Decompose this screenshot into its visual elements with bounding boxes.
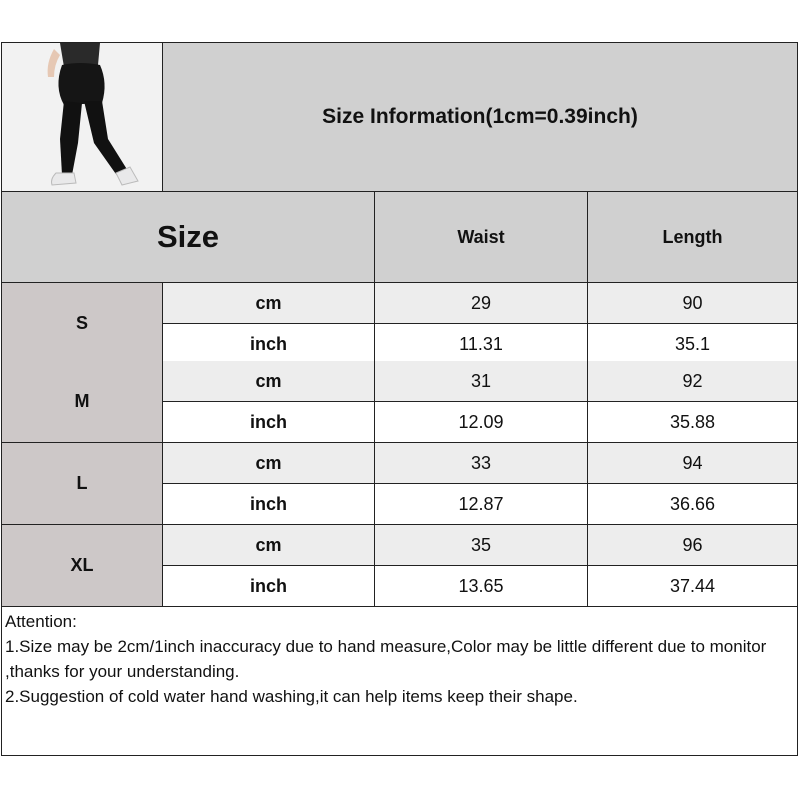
waist-cell: 31 — [375, 361, 588, 401]
table-row — [163, 566, 797, 607]
notes-line-1: 1.Size may be 2cm/1inch inaccuracy due to hand measure,Color may be little different due to monitor ,thanks for your understanding. — [5, 637, 767, 681]
waist-column-header: Waist — [375, 192, 588, 283]
size-label: L — [2, 443, 163, 525]
leggings-model-photo — [2, 43, 162, 191]
length-cell: 94 — [682, 452, 703, 473]
table-row — [163, 324, 797, 365]
waist-cell: 33 — [375, 443, 588, 483]
waist-cell: 12.87 — [375, 484, 588, 524]
waist-cell: 12.09 — [375, 402, 588, 442]
unit-cell: inch — [163, 566, 375, 606]
unit-cell: inch — [163, 324, 375, 364]
size-label: XL — [2, 525, 163, 607]
table-row — [163, 443, 797, 484]
length-cell: 92 — [682, 370, 703, 391]
length-cell: 36.66 — [669, 493, 716, 514]
size-group-s — [2, 283, 797, 365]
unit-cell: cm — [163, 283, 375, 323]
size-group-m — [2, 361, 797, 443]
table-row — [163, 361, 797, 402]
table-row — [163, 525, 797, 566]
unit-cell: cm — [163, 361, 375, 401]
length-cell: 96 — [682, 534, 703, 555]
product-photo — [2, 43, 163, 192]
table-row — [163, 484, 797, 525]
length-cell: 37.44 — [669, 575, 716, 596]
size-group-l — [2, 443, 797, 525]
unit-cell: inch — [163, 402, 375, 442]
unit-cell: cm — [163, 443, 375, 483]
waist-cell: 29 — [375, 283, 588, 323]
attention-notes — [2, 605, 797, 755]
length-column-header: Length — [588, 192, 797, 283]
size-label: M — [2, 361, 163, 443]
length-cell: 90 — [682, 292, 703, 313]
unit-cell: inch — [163, 484, 375, 524]
notes-heading: Attention: — [5, 612, 77, 631]
size-column-header: Size — [2, 192, 375, 283]
length-cell: 35.1 — [674, 333, 711, 354]
waist-cell: 35 — [375, 525, 588, 565]
unit-cell: cm — [163, 525, 375, 565]
size-label: S — [2, 283, 163, 365]
table-row — [163, 283, 797, 324]
size-chart — [1, 42, 798, 756]
length-cell: 35.88 — [669, 411, 716, 432]
size-group-xl — [2, 525, 797, 607]
table-row — [163, 402, 797, 443]
waist-cell: 13.65 — [375, 566, 588, 606]
chart-title: Size Information(1cm=0.39inch) — [163, 43, 797, 192]
waist-cell: 11.31 — [375, 324, 588, 364]
size-table-body — [2, 283, 797, 605]
notes-line-2: 2.Suggestion of cold water hand washing,it can help items keep their shape. — [5, 687, 578, 706]
